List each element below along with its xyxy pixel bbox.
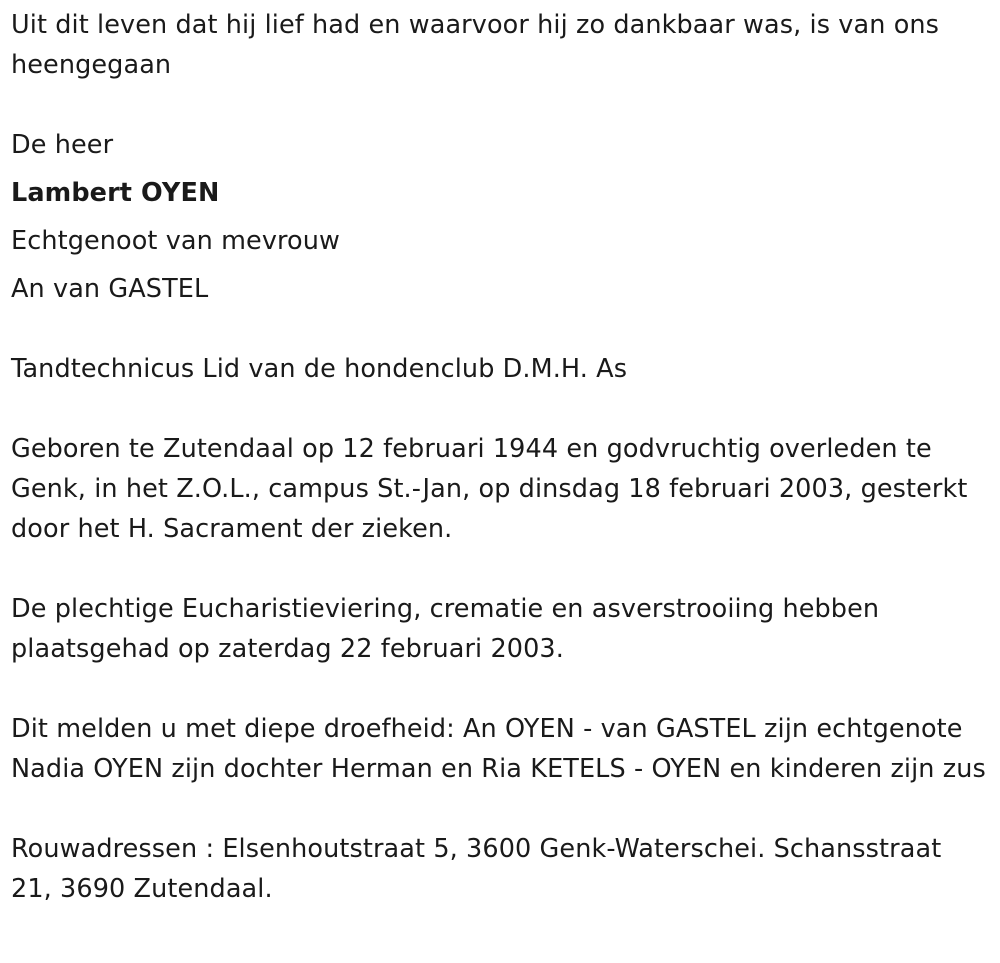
spacer bbox=[11, 85, 986, 125]
deceased-name: Lambert OYEN bbox=[11, 178, 220, 208]
ceremony-paragraph: De plechtige Eucharistieviering, crematie en asverstrooiing hebben plaatsgehad op zaterdag 22 februari 2003. bbox=[11, 594, 880, 664]
intro-paragraph: Uit dit leven dat hij lief had en waarvoor hij zo dankbaar was, is van ons heengegaan bbox=[11, 10, 940, 80]
spouse-name: An van GASTEL bbox=[11, 274, 209, 304]
spouse-label: Echtgenoot van mevrouw bbox=[11, 226, 340, 256]
spacer bbox=[11, 549, 986, 589]
addresses-paragraph: Rouwadressen : Elsenhoutstraat 5, 3600 Genk-Waterschei. Schansstraat 21, 3690 Zutendaal. bbox=[11, 834, 942, 904]
title-prefix: De heer bbox=[11, 130, 114, 160]
obituary-text bbox=[11, 5, 986, 909]
spacer bbox=[11, 389, 986, 429]
occupation-line: Tandtechnicus Lid van de hondenclub D.M.H. As bbox=[11, 354, 628, 384]
spacer bbox=[11, 669, 986, 709]
birth-death-paragraph: Geboren te Zutendaal op 12 februari 1944 en godvruchtig overleden te Genk, in het Z.O.L., campus St.-Jan, op dinsdag 18 februari 2003, gesterkt door het H. Sacrament der zieken. bbox=[11, 434, 968, 544]
family-paragraph: Dit melden u met diepe droefheid: An OYEN - van GASTEL zijn echtgenote Nadia OYEN zijn dochter Herman en Ria KETELS - OYEN en kinderen zijn zus bbox=[11, 714, 986, 784]
spacer bbox=[11, 309, 986, 349]
spacer bbox=[11, 789, 986, 829]
